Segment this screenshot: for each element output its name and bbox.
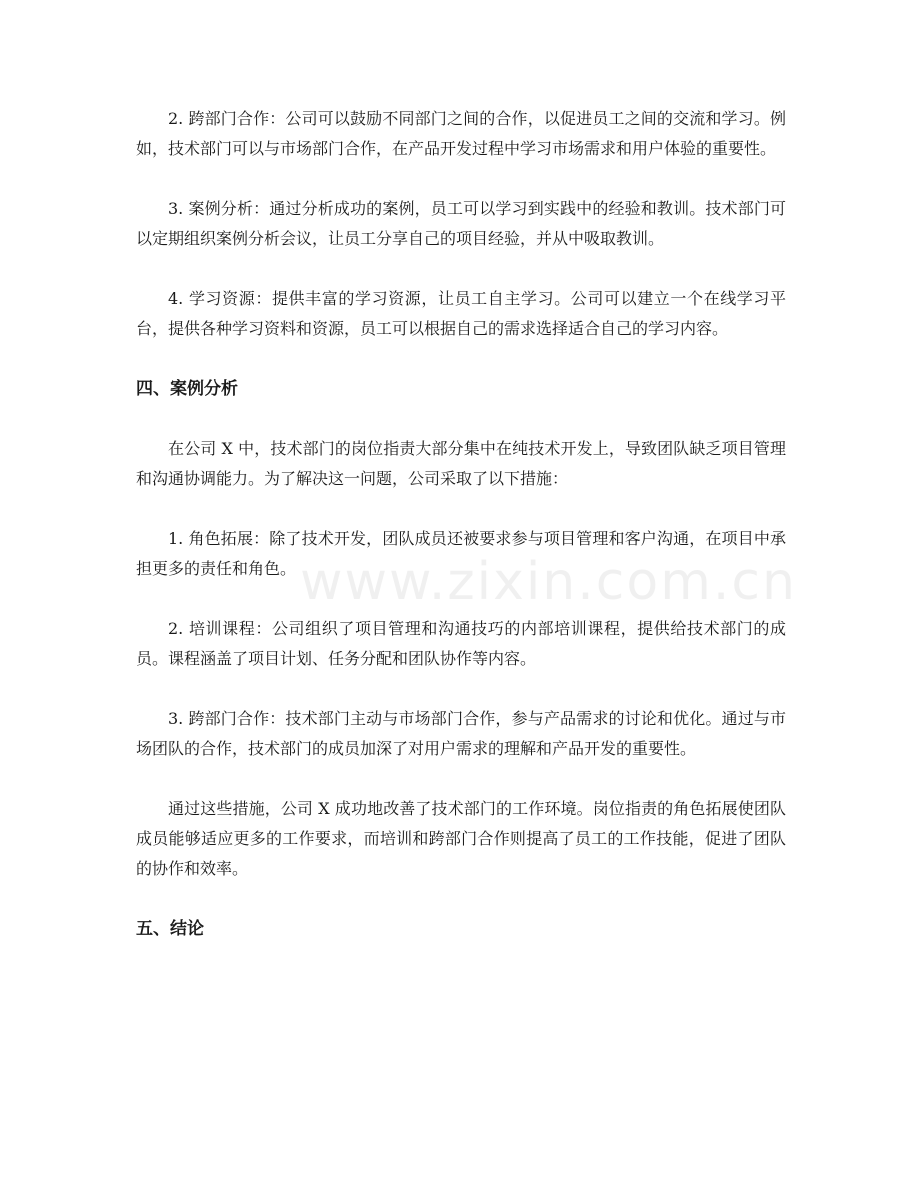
document-body xyxy=(136,104,786,974)
paragraph-learning-resources: 4. 学习资源：提供丰富的学习资源，让员工自主学习。公司可以建立一个在线学习平台，提供各种学习资料和资源，员工可以根据自己的需求选择适合自己的学习内容。 xyxy=(136,289,786,338)
paragraph-case-analysis: 3. 案例分析：通过分析成功的案例，员工可以学习到实践中的经验和教训。技术部门可以定期组织案例分析会议，让员工分享自己的项目经验，并从中吸取教训。 xyxy=(136,199,786,248)
section-heading-conclusion: 五、结论 xyxy=(136,919,204,939)
paragraph-training-courses: 2. 培训课程：公司组织了项目管理和沟通技巧的内部培训课程，提供给技术部门的成员。课程涵盖了项目计划、任务分配和团队协作等内容。 xyxy=(136,619,786,668)
watermark: www.zixin.com.cn xyxy=(300,552,797,612)
section-heading-case-study: 四、案例分析 xyxy=(136,379,238,399)
paragraph-cross-department: 2. 跨部门合作：公司可以鼓励不同部门之间的合作，以促进员工之间的交流和学习。例如，技术部门可以与市场部门合作，在产品开发过程中学习市场需求和用户体验的重要性。 xyxy=(136,109,786,158)
paragraph-cross-department-cooperation: 3. 跨部门合作：技术部门主动与市场部门合作，参与产品需求的讨论和优化。通过与市场团队的合作，技术部门的成员加深了对用户需求的理解和产品开发的重要性。 xyxy=(136,709,786,758)
paragraph-role-expansion: 1. 角色拓展：除了技术开发，团队成员还被要求参与项目管理和客户沟通，在项目中承担更多的责任和角色。 xyxy=(136,529,786,578)
paragraph-company-x-intro: 在公司 X 中，技术部门的岗位指责大部分集中在纯技术开发上，导致团队缺乏项目管理和沟通协调能力。为了解决这一问题，公司采取了以下措施： xyxy=(136,439,786,488)
paragraph-outcome: 通过这些措施，公司 X 成功地改善了技术部门的工作环境。岗位指责的角色拓展使团队成员能够适应更多的工作要求，而培训和跨部门合作则提高了员工的工作技能，促进了团队的协作和效率。 xyxy=(136,799,786,878)
